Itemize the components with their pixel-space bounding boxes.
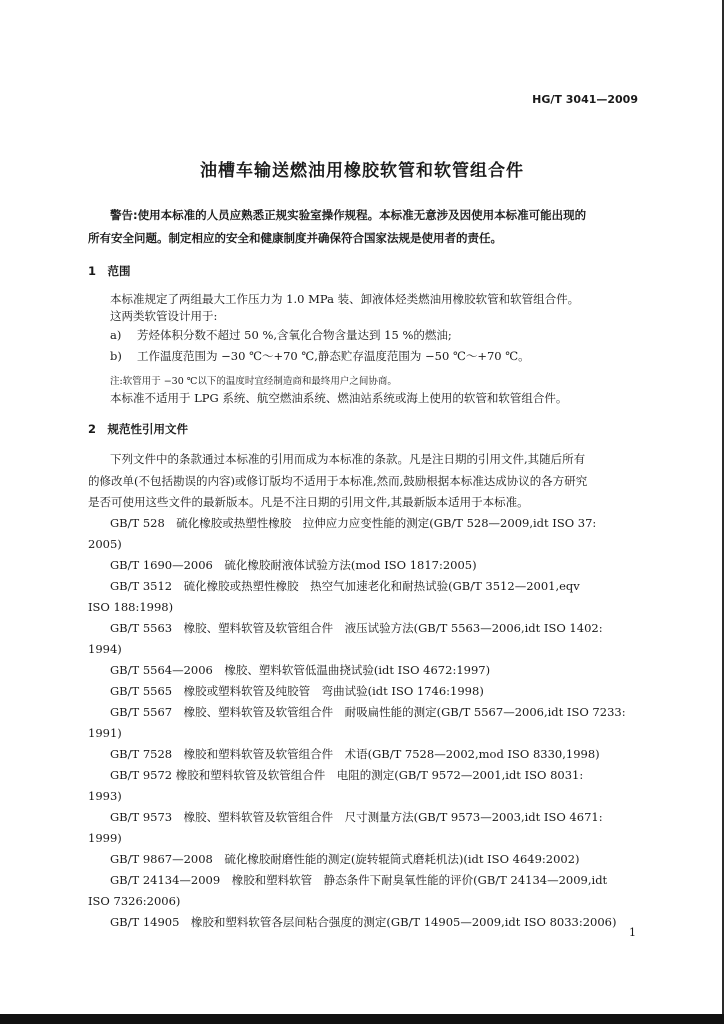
reference-line: GB/T 5567 橡胶、塑料软管及软管组合件 耐吸扁性能的测定(GB/T 5567—2006,idt ISO 7233: bbox=[110, 705, 626, 719]
reference-line: GB/T 5564—2006 橡胶、塑料软管低温曲挠试验(idt ISO 4672:1997) bbox=[110, 663, 491, 677]
reference-line: GB/T 9572 橡胶和塑料软管及软管组合件 电阻的测定(GB/T 9572—2001,idt ISO 8031: bbox=[110, 768, 584, 782]
standard-code-header: HG/T 3041—2009 bbox=[532, 93, 638, 106]
section-1-heading: 1 范围 bbox=[88, 264, 131, 278]
reference-line: ISO 188:1998) bbox=[88, 600, 174, 614]
reference-line: GB/T 24134—2009 橡胶和塑料软管 静态条件下耐臭氧性能的评价(GB/T 24134—2009,idt bbox=[110, 873, 608, 887]
warning-line-1: 警告:使用本标准的人员应熟悉正规实验室操作规程。本标准无意涉及因使用本标准可能出现的 bbox=[110, 208, 587, 222]
scope-item-b: 工作温度范围为 −30 ℃～+70 ℃,静态贮存温度范围为 −50 ℃～+70 ℃。 bbox=[137, 349, 530, 363]
reference-line: GB/T 5565 橡胶或塑料软管及纯胶管 弯曲试验(idt ISO 1746:1998) bbox=[110, 684, 484, 698]
reference-line: 1994) bbox=[88, 642, 122, 656]
reference-line: GB/T 14905 橡胶和塑料软管各层间粘合强度的测定(GB/T 14905—2009,idt ISO 8033:2006) bbox=[110, 915, 617, 929]
references-intro-1: 下列文件中的条款通过本标准的引用而成为本标准的条款。凡是注日期的引用文件,其随后所有 bbox=[110, 452, 586, 466]
scope-paragraph-1: 本标准规定了两组最大工作压力为 1.0 MPa 装、卸液体烃类燃油用橡胶软管和软管组合件。 bbox=[110, 292, 580, 306]
list-marker-a: a) bbox=[110, 328, 122, 342]
reference-line: 1999) bbox=[88, 831, 122, 845]
list-marker-b: b) bbox=[110, 349, 122, 363]
reference-line: GB/T 1690—2006 硫化橡胶耐液体试验方法(mod ISO 1817:2005) bbox=[110, 558, 477, 572]
section-2-heading: 2 规范性引用文件 bbox=[88, 422, 189, 436]
reference-line: 1991) bbox=[88, 726, 122, 740]
scope-paragraph-3: 本标准不适用于 LPG 系统、航空燃油系统、燃油站系统或海上使用的软管和软管组合件。 bbox=[110, 391, 568, 405]
reference-line: GB/T 9573 橡胶、塑料软管及软管组合件 尺寸测量方法(GB/T 9573—2003,idt ISO 4671: bbox=[110, 810, 603, 824]
reference-line: GB/T 5563 橡胶、塑料软管及软管组合件 液压试验方法(GB/T 5563—2006,idt ISO 1402: bbox=[110, 621, 603, 635]
scan-edge-bottom bbox=[0, 1014, 724, 1024]
reference-line: 2005) bbox=[88, 537, 122, 551]
reference-line: ISO 7326:2006) bbox=[88, 894, 181, 908]
warning-line-2: 所有安全问题。制定相应的安全和健康制度并确保符合国家法规是使用者的责任。 bbox=[88, 231, 502, 245]
scope-paragraph-2: 这两类软管设计用于: bbox=[110, 309, 218, 323]
reference-line: GB/T 528 硫化橡胶或热塑性橡胶 拉伸应力应变性能的测定(GB/T 528—2009,idt ISO 37: bbox=[110, 516, 597, 530]
reference-line: 1993) bbox=[88, 789, 122, 803]
document-title: 油槽车输送燃油用橡胶软管和软管组合件 bbox=[200, 161, 524, 181]
references-intro-2: 的修改单(不包括勘误的内容)或修订版均不适用于本标准,然而,鼓励根据本标准达成协议的各方研究 bbox=[88, 474, 588, 488]
scope-item-a: 芳烃体积分数不超过 50 %,含氧化合物含量达到 15 %的燃油; bbox=[137, 328, 452, 342]
reference-line: GB/T 7528 橡胶和塑料软管及软管组合件 术语(GB/T 7528—2002,mod ISO 8330,1998) bbox=[110, 747, 600, 761]
reference-line: GB/T 3512 硫化橡胶或热塑性橡胶 热空气加速老化和耐热试验(GB/T 3512—2001,eqv bbox=[110, 579, 580, 593]
references-intro-3: 是否可使用这些文件的最新版本。凡是不注日期的引用文件,其最新版本适用于本标准。 bbox=[88, 495, 529, 509]
page-number: 1 bbox=[629, 926, 636, 939]
reference-line: GB/T 9867—2008 硫化橡胶耐磨性能的测定(旋转辊筒式磨耗机法)(idt ISO 4649:2002) bbox=[110, 852, 580, 866]
scope-note: 注:软管用于 −30 ℃以下的温度时宜经制造商和最终用户之间协商。 bbox=[110, 376, 397, 387]
